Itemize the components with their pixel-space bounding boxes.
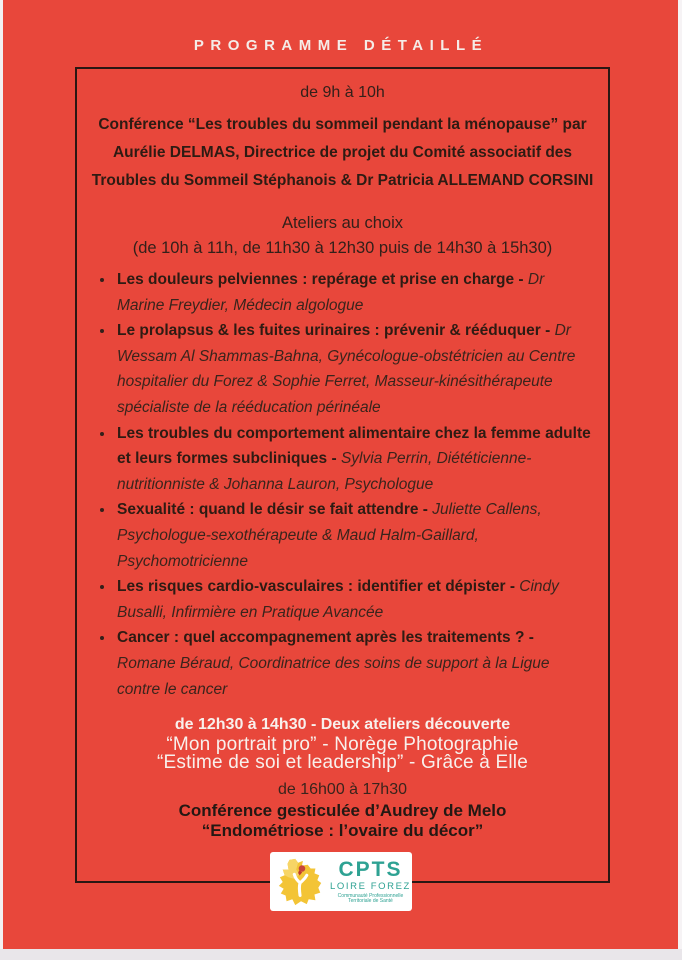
workshop-speakers: Dr Marine Freydier, Médecin algologue — [117, 271, 545, 314]
workshop-speakers: Romane Béraud, Coordinatrice des soins de support à la Ligue contre le cancer — [117, 654, 550, 698]
workshops-schedule: (de 10h à 11h, de 11h30 à 12h30 puis de 14h30 à 15h30) — [132, 239, 553, 257]
photo-edge-right — [678, 0, 682, 960]
closing-conference-title: Conférence gesticulée d’Audrey de Melo — [178, 801, 507, 821]
cpts-subtitle-line1: Communauté Professionnelle — [337, 892, 404, 899]
workshop-separator: - — [540, 322, 555, 340]
workshop-item — [115, 625, 594, 702]
workshop-topic: Les risques cardio-vasculaires : identifier et dépister — [117, 578, 506, 596]
page-title: PROGRAMME DÉTAILLÉ — [193, 37, 489, 54]
workshop-topic: Les troubles du comportement alimentaire chez la femme adulte et leurs formes subcliniques — [117, 424, 591, 468]
session1-description: Conférence “Les troubles du sommeil pendant la ménopause” par Aurélie DELMAS, Directrice de projet du Comité associatif des Troubles du Sommeil Stéphanois & Dr Patricia ALLEMAND CORSINI — [91, 116, 594, 189]
photo-edge-left — [0, 0, 3, 960]
cpts-subtitle — [338, 894, 404, 905]
logo-dot — [299, 865, 306, 872]
discovery-workshop-1: “Mon portrait pro” - Norège Photographie — [166, 734, 519, 756]
workshop-separator: - — [514, 271, 528, 288]
workshop-speakers: Sylvia Perrin, Diététicienne-nutritionniste & Johanna Lauron, Psychologue — [117, 450, 532, 493]
loire-forez-map-icon — [276, 856, 326, 908]
cpts-logo-text — [330, 859, 411, 905]
workshop-separator: - — [524, 629, 534, 647]
session1-time: de 9h à 10h — [300, 84, 385, 101]
workshop-item — [115, 421, 594, 498]
photo-edge-bottom — [0, 949, 682, 960]
discovery-section — [77, 714, 608, 771]
workshop-list — [77, 267, 608, 702]
workshop-separator: - — [505, 578, 520, 596]
workshop-item — [115, 497, 594, 574]
workshop-item — [115, 267, 594, 318]
workshop-separator: - — [418, 501, 433, 519]
workshops-heading: Ateliers au choix — [281, 214, 404, 232]
closing-conference-time: de 16h00 à 17h30 — [277, 781, 407, 799]
workshop-separator: - — [327, 450, 341, 468]
cpts-logo — [270, 852, 412, 911]
workshop-item — [115, 318, 594, 420]
discovery-workshop-2: “Estime de soi et leadership” - Grâce à Elle — [156, 751, 528, 773]
program-frame — [75, 67, 610, 883]
workshop-topic: Le prolapsus & les fuites urinaires : prévenir & rééduquer — [117, 322, 541, 340]
cpts-subtitle-line2: Territoriale de Santé — [348, 898, 393, 904]
closing-conference-section — [77, 780, 608, 841]
workshop-topic: Cancer : quel accompagnement après les traitements ? — [117, 629, 525, 647]
workshop-speakers: Dr Wessam Al Shammas-Bahna, Gynécologue-obstétricien au Centre hospitalier du Forez & Sophie Ferret, Masseur-kinésithérapeute spécialiste de la rééducation périnéale — [117, 322, 576, 416]
workshop-speakers: Cindy Busalli, Infirmière en Pratique Avancée — [117, 578, 559, 621]
workshop-item — [115, 574, 594, 625]
workshop-topic: Sexualité : quand le désir se fait attendre — [117, 501, 419, 519]
closing-conference-subtitle: “Endométriose : l’ovaire du décor” — [201, 821, 484, 841]
cpts-acronym: CPTS — [338, 857, 403, 881]
cpts-region: LOIRE FOREZ — [330, 880, 411, 892]
discovery-time: de 12h30 à 14h30 - Deux ateliers découverte — [174, 716, 511, 734]
workshop-speakers: Juliette Callens, Psychologue-sexothérapeute & Maud Halm-Gaillard, Psychomotricienne — [117, 501, 542, 570]
workshop-topic: Les douleurs pelviennes : repérage et prise en charge — [117, 271, 515, 288]
